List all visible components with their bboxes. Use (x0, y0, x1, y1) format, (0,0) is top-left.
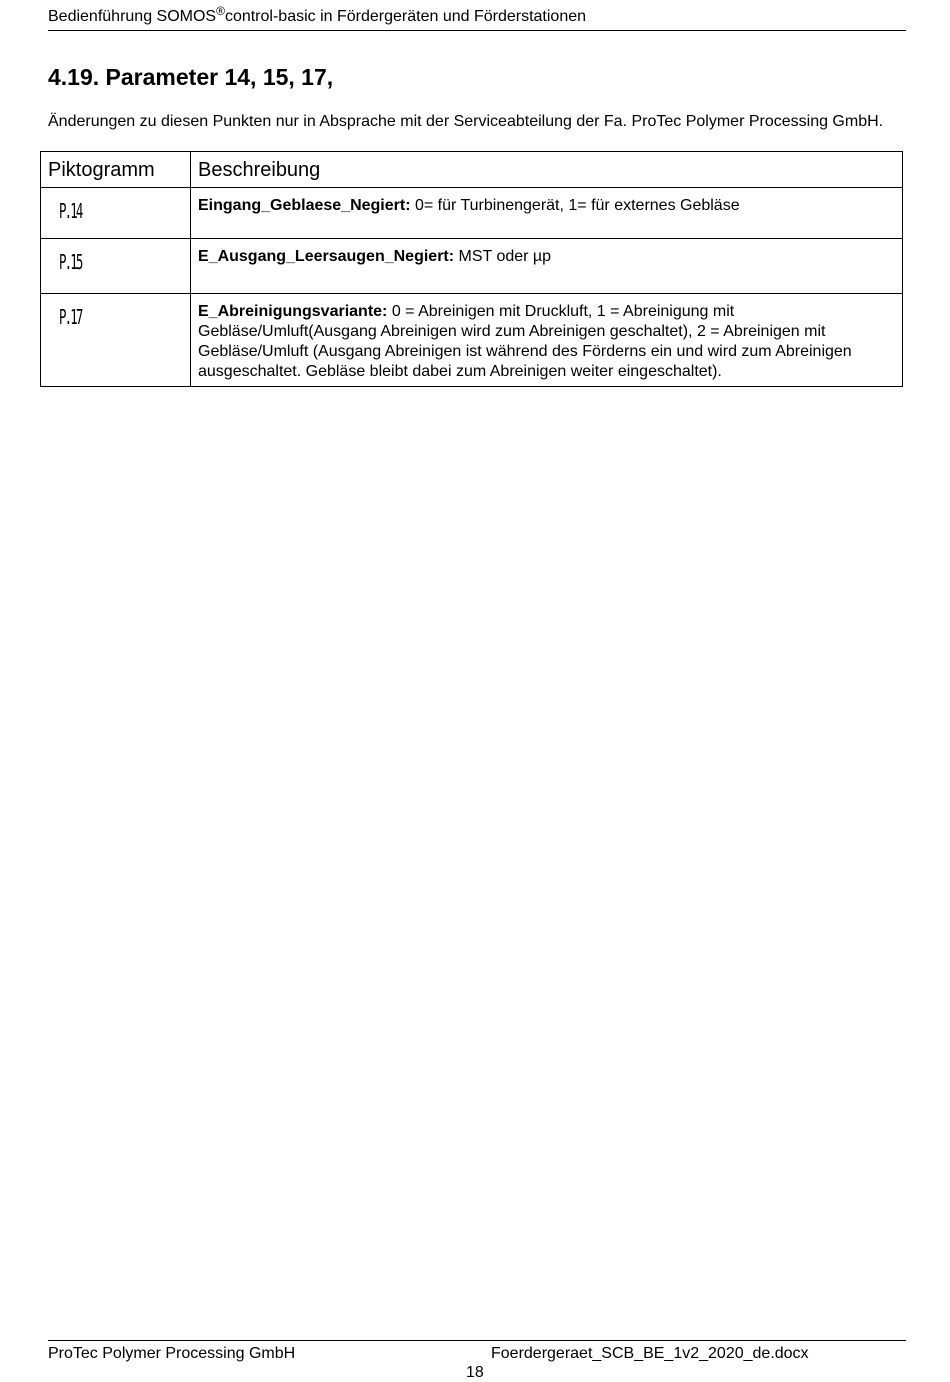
footer-filename: Foerdergeraet_SCB_BE_1v2_2020_de.docx (491, 1345, 809, 1362)
parameter-description: 0= für Turbinengerät, 1= für externes Gebläse (410, 197, 740, 214)
registered-mark: ® (216, 4, 225, 18)
header-piktogramm: Piktogramm (41, 152, 191, 188)
parameter-name: E_Abreinigungsvariante: (198, 303, 388, 320)
intro-paragraph: Änderungen zu diesen Punkten nur in Absprache mit der Serviceabteilung der Fa. ProTec Polymer Processing GmbH. (48, 113, 884, 130)
description-cell (191, 188, 903, 239)
parameter-description: 0 = Abreinigen mit Druckluft, 1 = Abreinigung mit Gebläse/Umluft(Ausgang Abreinigen wird zum Abreinigen geschaltet), 2 = Abreinigen mit Gebläse/Umluft (Ausgang Abreinigen ist während des Förderns ein und wird zum Abreinigen ausgeschaltet. Gebläse bleibt dabei zum Abreinigen weiter eingeschaltet). (198, 303, 852, 380)
table-row (41, 294, 903, 387)
pictogram-p14: P.14 (59, 199, 82, 223)
pictogram-p15: P.15 (59, 250, 82, 274)
section-title: 4.19. Parameter 14, 15, 17, (48, 64, 334, 90)
footer-company: ProTec Polymer Processing GmbH (48, 1345, 296, 1362)
table-row (41, 239, 903, 294)
page-number: 18 (466, 1364, 484, 1381)
pictogram-cell (41, 188, 191, 239)
parameter-table (40, 151, 903, 387)
footer-rule (48, 1340, 906, 1341)
description-cell (191, 294, 903, 387)
page-header (48, 0, 906, 31)
table-row (41, 188, 903, 239)
parameter-name: Eingang_Geblaese_Negiert: (198, 197, 411, 214)
parameter-description: MST oder µp (454, 248, 552, 265)
parameter-name: E_Ausgang_Leersaugen_Negiert: (198, 248, 455, 265)
table-header-row (41, 152, 903, 188)
header-beschreibung: Beschreibung (191, 152, 903, 188)
header-text: Bedienführung SOMOS®control-basic in Fördergeräten und Förderstationen (48, 4, 587, 25)
description-cell (191, 239, 903, 294)
pictogram-cell (41, 294, 191, 387)
pictogram-p17: P.17 (59, 305, 82, 329)
pictogram-cell (41, 239, 191, 294)
